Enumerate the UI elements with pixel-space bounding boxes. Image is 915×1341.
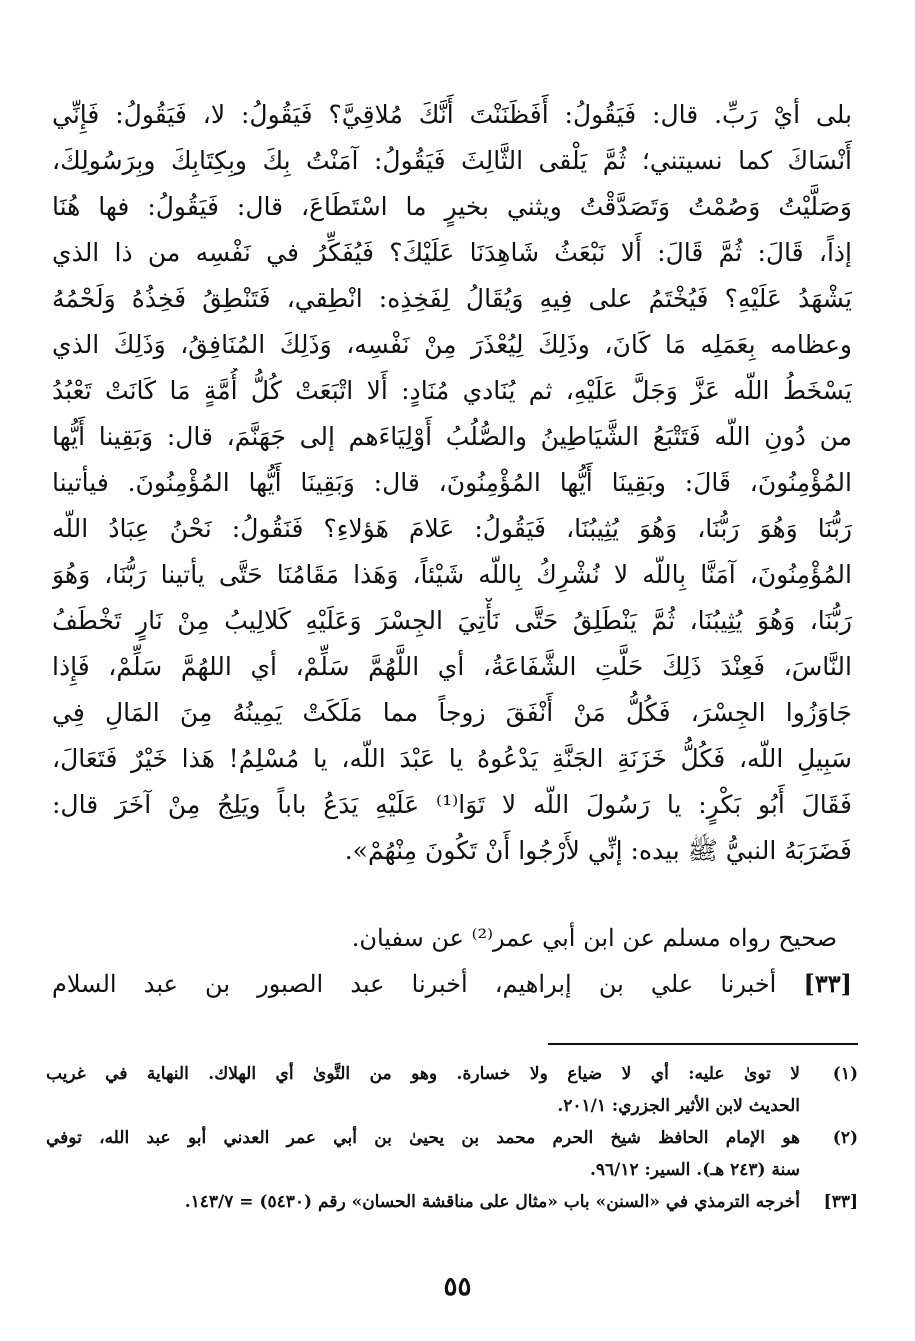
body-line: النَّاسَ، فَعِنْدَ ذَلِكَ حَلَّتِ الشَّفَاعَةُ، أي اللَّهُمَّ سَلِّمْ، أي اللهُمَّ سَلِّمْ، فَإِذا — [52, 652, 852, 681]
footnote-line: لا توىٰ عليه: أي لا ضياع ولا خسارة. وهو من التَّوىٰ أي الهلاك. النهاية في غريب — [46, 1064, 800, 1084]
body-line: يَشْهَدُ عَلَيْهِ؟ فَيُخْتَمُ على فِيهِ وَيُقَالُ لِفَخِذِه: انْطِقي، فَتَنْطِقُ فَخِذُهُ وَلَحْمُهُ — [52, 284, 852, 313]
body-line: يَسْخَطُ اللّه عَزَّ وَجَلَّ عَلَيْهِ، ثم يُنَادي مُنَادٍ: أَلا اتْبَعَتْ كُلُّ أُمَّةٍ مَا كَانَتْ تَعْبُدُ — [52, 376, 852, 405]
page-number: ٥٥ — [443, 1272, 472, 1302]
footnote-2 — [46, 1122, 858, 1186]
body-line: فَضَرَبَهُ النبيُّ ﷺ بيده: إنِّي لأَرْجُوا أَنْ تَكُونَ مِنْهُمْ». — [344, 836, 852, 865]
footnote-line: سنة (٢٤٣ هـ). السير: ٩٦/١٢. — [589, 1160, 800, 1180]
hadith-number: [٣٣] — [803, 969, 853, 998]
hadith-source: صحيح رواه مسلم عن ابن أبي عمر⁽²⁾ عن سفيان. — [351, 924, 837, 952]
body-line: المُؤْمِنُونَ، قَالَ: وبَقِينَا أَيُّها المُؤْمِنُونَ، قال: وَبَقِينَا أَيُّها المُؤْمِنُونَ. فيأتينا — [52, 468, 852, 497]
body-line: بلى أيْ رَبِّ. قال: فَيَقُولُ: أَفَظَنَنْتَ أَنَّكَ مُلاقِيَّ؟ فَيَقُولُ: لا، فَيَقُولُ: فَإِنِّي — [52, 100, 852, 129]
footnote-divider — [548, 1043, 858, 1045]
footnote-1 — [46, 1058, 858, 1122]
footnote-33 — [46, 1186, 858, 1218]
footnote-line: هو الإمام الحافظ شيخ الحرم محمد بن يحيىٰ بن أبي عمر العدني أبو عبد الله، توفي — [46, 1128, 800, 1148]
body-line: إذاً، قَالَ: ثُمَّ قَالَ: أَلا نَبْعَثُ شَاهِدَنَا عَلَيْكَ؟ فَيُفَكِّرُ في نَفْسِه من ذا الذي — [52, 238, 852, 267]
footnotes — [46, 1058, 858, 1218]
body-line: وعظامه بِعَمَلِه مَا كَانَ، وذَلِكَ لِيُعْذَرَ مِنْ نَفْسِه، وَذَلِكَ المُنَافِقُ، وَذَلِكَ الذي — [52, 330, 852, 359]
footnote-marker: (١) — [832, 1064, 858, 1084]
footnote-line: الحديث لابن الأثير الجزري: ٢٠١/١. — [557, 1096, 800, 1116]
hadith-body — [52, 92, 852, 874]
body-line: أَنْسَاكَ كما نسيتني؛ ثُمَّ يَلْقى الثَّالِثَ فَيَقُولُ: آمَنْتُ بِكَ وبِكِتَابِكَ وبِرَسُولِكَ، — [52, 146, 852, 175]
hadith-chain — [52, 962, 852, 1006]
body-line: رَبُّنَا، وَهُوَ يُثِيبُنَا، ثُمَّ يَنْطَلِقُ حَتَّى نَأْتِيَ الجِسْرَ وَعَلَيْهِ كَلالِيبُ مِنْ نَارٍ تَخْطَفُ — [52, 606, 852, 635]
body-line: من دُونِ اللّه فَتَتْبَعُ الشَّيَاطِينُ والصُّلُبُ أَوْلِيَاءَهم إلى جَهَنَّمَ، قال: وَبَقِينا أَيُّها — [52, 422, 852, 451]
hadith-isnad: أخبرنا علي بن إبراهيم، أخبرنا عبد الصبور بن عبد السلام — [52, 970, 777, 998]
body-line: رَبُّنَا وَهُوَ رَبُّنَا، وَهُوَ يُثِيبُنَا، فَيَقُولُ: عَلامَ هَؤلاءِ؟ فَنَقُولُ: نَحْنُ عِبَادُ اللّه — [52, 514, 852, 543]
footnote-marker: [٣٣] — [823, 1192, 858, 1212]
footnote-line: أخرجه الترمذي في «السنن» باب «مثال على مناقشة الحسان» رقم (٥٤٣٠) = ١٤٣/٧. — [184, 1192, 800, 1212]
footnote-marker: (٢) — [832, 1128, 858, 1148]
body-line: جَاوَزُوا الجِسْرَ، فَكُلُّ مَنْ أَنْفَقَ زوجاً مما مَلَكَتْ يَمِينُهُ مِنَ المَالِ فِي — [52, 698, 852, 727]
body-line: المُؤْمِنُونَ، آمَنَّا بِاللّه لا نُشْرِكُ بِاللّه شَيْئاً، وَهَذا مَقَامُنَا حَتَّى يأتينا رَبُّنَا، وَهُوَ — [52, 560, 852, 589]
body-line: وَصَلَّيْتُ وَصُمْتُ وَتَصَدَّقْتُ ويثني بخيرٍ ما اسْتَطَاعَ، قال: فَيَقُولُ: فها هُنَا — [52, 192, 852, 221]
body-line: سَبِيلِ اللّه، فَكُلُّ خَزَنَةِ الجَنَّةِ يَدْعُوهُ يا عَبْدَ اللّه، يا مُسْلِمُ! هَذا خَيْرٌ فَتَعَالَ، — [52, 744, 852, 773]
body-line: فَقَالَ أَبُو بَكْرٍ: يا رَسُولَ اللّه لا تَوَا⁽¹⁾ عَلَيْهِ يَدَعُ باباً ويَلِجُ مِنْ آخَرَ قال: — [52, 790, 852, 819]
